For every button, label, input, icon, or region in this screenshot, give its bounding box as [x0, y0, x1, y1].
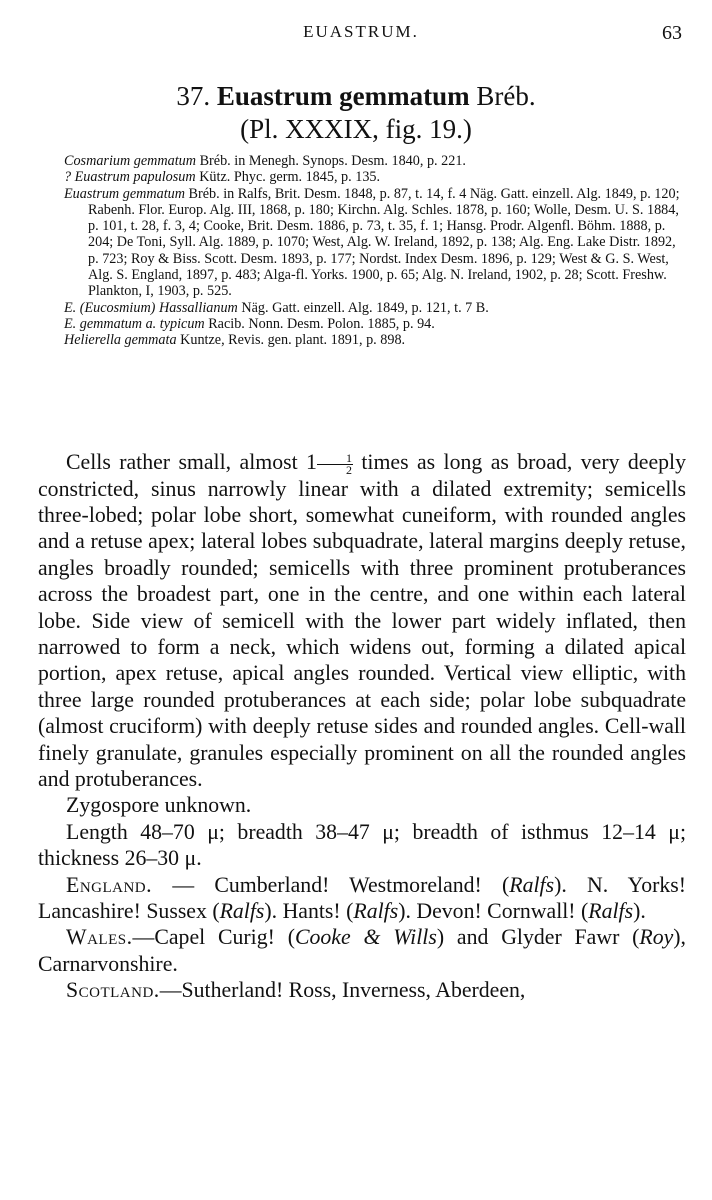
distribution-scotland [38, 977, 686, 1003]
england-localities-4: ). Devon! Cornwall! ( [398, 899, 589, 923]
synonym-reference: Racib. Nonn. Desm. Polon. 1885, p. 94. [208, 315, 435, 332]
fraction-one-half [317, 450, 353, 477]
distribution-england [38, 872, 686, 925]
collector-ralfs: Ralfs [588, 899, 634, 923]
collector-ralfs: Ralfs [219, 899, 265, 923]
synonym-entry [64, 186, 686, 300]
synonym-name: E. gemmatum a. typicum [64, 315, 205, 332]
england-localities-5: ). [633, 899, 646, 923]
distribution-wales [38, 924, 686, 977]
synonym-reference: Bréb. in Menegh. Synops. Desm. 1840, p. 221. [199, 153, 466, 169]
synonym-reference: Näg. Gatt. einzell. Alg. 1849, p. 121, t. 7 B. [241, 299, 489, 316]
scotland-localities: —Sutherland! Ross, Inverness, Aberdeen, [159, 978, 526, 1003]
synonym-entry [64, 332, 686, 348]
fraction-denominator: 2 [345, 462, 352, 477]
wales-localities-2: ) and Glyder Fawr ( [436, 925, 640, 950]
synonym-name: Cosmarium gemmatum [64, 153, 197, 169]
zygospore-note: Zygospore unknown. [66, 793, 252, 818]
collector-roy: Roy [639, 925, 674, 950]
description-paragraph [38, 449, 686, 792]
synonym-name: Helierella gemmata [64, 332, 177, 349]
synonym-reference: Bréb. in Ralfs, Brit. Desm. 1848, p. 87, t. 14, f. 4 Näg. Gatt. einzell. Alg. 1849, p. 120; Rabenh. Flor. Europ. Alg. III, 1868, p. 180; Kirchn. Alg. Schles. 1878, p. 160; Wolle, Desm. U. S. 1884, p. 101, t. 28, f. 3, 4; Cooke, Brit. Desm. 1886, p. 73, t. 35, f. 1; Hansg. Prodr. Algenfl. Böhm. 1888, p. 204; De Toni, Syll. Alg. 1889, p. 1070; West, Alg. W. Ireland, 1892, p. 138; Alg. Eng. Lake Distr. 1892, p. 723; Roy & Biss. Scott. Desm. 1893, p. 177; Nordst. Index Desm. 1896, p. 129; West & G. S. West, Alg. S. England, 1897, p. 483; Alga-fl. Yorks. 1900, p. 65; Alg. N. Ireland, 1902, p. 28; Scott. Freshw. Plankton, I, 1903, p. 525. [88, 185, 680, 300]
england-localities-2: ). N. Yorks! Lancashire! Sussex ( [38, 872, 686, 923]
species-author: Bréb. [476, 81, 536, 111]
england-localities-3: ). Hants! ( [264, 899, 354, 923]
species-name: Euastrum gemmatum [216, 81, 470, 111]
synonym-entry [64, 300, 686, 316]
collector-ralfs: Ralfs [509, 872, 555, 897]
species-number: 37. [176, 81, 211, 111]
species-title [0, 80, 712, 112]
synonymy-list [64, 153, 686, 349]
region-england: England. [66, 872, 153, 897]
measurements: Length 48–70 μ; breadth 38–47 μ; breadth of isthmus 12–14 μ; thickness 26–30 μ. [38, 819, 686, 871]
species-description [38, 449, 686, 1004]
synonym-entry [64, 153, 686, 169]
wales-localities-1: —Capel Curig! ( [132, 925, 295, 950]
synonym-name: Euastrum gemmatum [64, 185, 185, 202]
england-localities-1: — Cumberland! Westmoreland! ( [152, 872, 510, 897]
synonym-entry [64, 169, 686, 185]
synonym-entry [64, 316, 686, 332]
synonym-reference: Kuntze, Revis. gen. plant. 1891, p. 898. [180, 332, 406, 349]
region-wales: Wales. [66, 925, 133, 950]
plate-reference: (Pl. XXXIX, fig. 19.) [240, 114, 472, 144]
running-title: EUASTRUM. [303, 22, 419, 41]
collector-cooke-wills: Cooke & Wills [294, 925, 437, 950]
synonym-name: ? Euastrum papulosum [64, 169, 196, 186]
description-text-start: Cells rather small, almost 1 [66, 450, 317, 474]
synonym-name: E. (Eucosmium) Hassallianum [64, 299, 238, 316]
region-scotland: Scotland. [66, 978, 160, 1003]
synonym-reference: Kütz. Phyc. germ. 1845, p. 135. [199, 169, 381, 186]
collector-ralfs: Ralfs [353, 899, 399, 923]
wales-localities-3: ), Carnarvonshire. [38, 925, 686, 976]
page-header [40, 22, 682, 52]
description-text-rest: times as long as broad, very deeply constricted, sinus narrowly linear with a dilated extremity; semicells three-lobed; polar lobe short, somewhat cuneiform, with rounded angles and a retuse apex; lateral lobes subquadrate, lateral margins deeply retuse, angles broadly rounded; semicells with three prominent protuberances across the broadest part, one in the centre, and one within each lateral lobe. Side view of semicell with the lower part widely inflated, then narrowed to form a neck, which widens out, forming a dilated apical portion, apex retuse, apical angles rounded. Vertical view elliptic, with three large rounded protuberances at each side; polar lobe subquadrate (almost cruciform) with deeply retuse sides and rounded angles. Cell-wall finely granulate, granules especially prominent on all the rounded angles and protuberances. [38, 450, 686, 791]
fraction-numerator: 1 [317, 453, 353, 465]
page-number: 63 [662, 22, 682, 44]
